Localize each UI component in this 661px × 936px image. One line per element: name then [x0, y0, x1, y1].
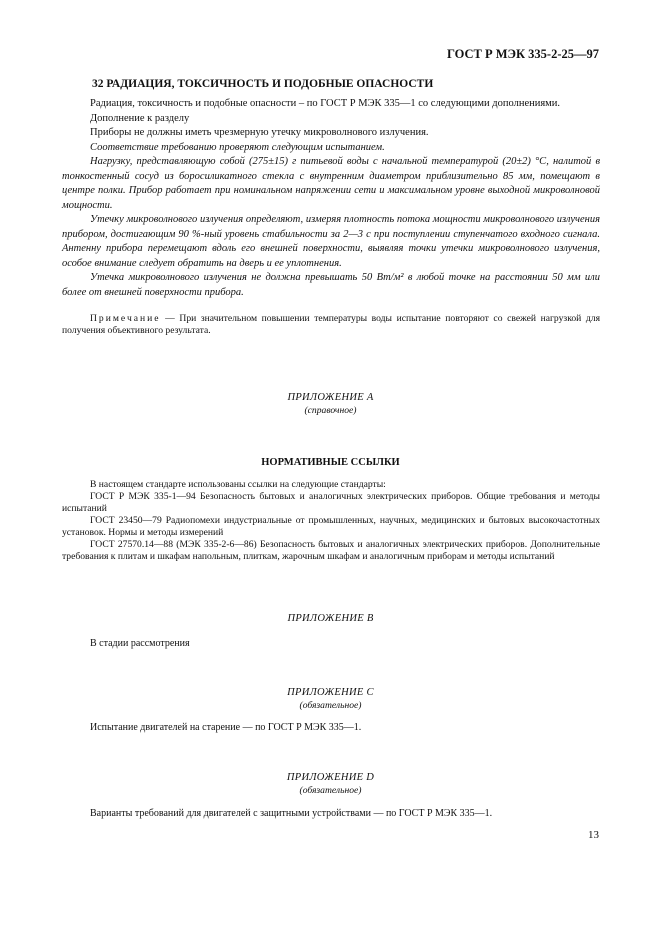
appendix-b-title: ПРИЛОЖЕНИЕ В: [287, 613, 374, 624]
paragraph: Нагрузку, представляющую собой (275±15) г питьевой воды с начальной температурой (20±2) °С, налитой в тонкостенный сосуд из боросиликатного стекла с внутренним диаметром приблизительно 85 мм, помещают в центре полки. Прибор работает при номинальном напряжении сети и максимальном уровне выходной микроволновой мощности.: [62, 156, 600, 211]
appendix-a-title: ПРИЛОЖЕНИЕ А: [287, 392, 374, 403]
note-label: Примечание: [90, 313, 161, 324]
paragraph: Утечка микроволнового излучения не должна превышать 50 Вт/м² в любой точке на расстоянии 50 мм или более от внешней поверхности прибора.: [62, 272, 600, 298]
note: [62, 313, 600, 337]
normative-references-title: НОРМАТИВНЫЕ ССЫЛКИ: [261, 457, 400, 468]
paragraph: Утечку микроволнового излучения определяют, измеряя плотность потока мощности микроволнового излучения прибором, достигающим 90 %-ный уровень стабильности за 2—3 с при поступлении ступенчатого входного сигнала. Антенну прибора перемещают вдоль его внешней поверхности, выявляя точки утечки микроволнового излучения, особое внимание следует обратить на дверь и ее уплотнения.: [62, 214, 600, 269]
appendix-d-title: ПРИЛОЖЕНИЕ D: [286, 772, 375, 783]
document-code-header: ГОСТ Р МЭК 335-2-25—97: [446, 47, 599, 61]
appendix-d-subtitle: (обязательное): [299, 785, 362, 796]
normative-references-body: [62, 479, 600, 563]
reference-item: ГОСТ 27570.14—88 (МЭК 335-2-6—86) Безопасность бытовых и аналогичных электрических приборов. Дополнительные требования к плитам и шкафам напольным, плиткам, жарочным шкафам и аналогичным приборам и методы испытаний: [62, 539, 600, 562]
paragraph: Радиация, токсичность и подобные опасности – по ГОСТ Р МЭК 335—1 со следующими дополнениями.: [90, 98, 561, 109]
paragraph: Соответствие требованию проверяют следующим испытанием.: [90, 141, 385, 153]
section-32-body: [62, 97, 600, 300]
appendix-c-text: Испытание двигателей на старение — по ГОСТ Р МЭК 335—1.: [90, 722, 362, 733]
note-text: — При значительном повышении температуры воды испытание повторяют со свежей нагрузкой для получения объективного результата.: [62, 313, 600, 336]
appendix-c-title: ПРИЛОЖЕНИЕ С: [287, 687, 374, 698]
paragraph: Дополнение к разделу: [90, 112, 190, 124]
paragraph: Приборы не должны иметь чрезмерную утечку микроволнового излучения.: [90, 127, 429, 138]
reference-item: ГОСТ 23450—79 Радиопомехи индустриальные от промышленных, научных, медицинских и бытовых высокочастотных установок. Нормы и методы измерений: [62, 515, 600, 538]
section-32-title: 32 РАДИАЦИЯ, ТОКСИЧНОСТЬ И ПОДОБНЫЕ ОПАСНОСТИ: [92, 78, 434, 90]
reference-item: ГОСТ Р МЭК 335-1—94 Безопасность бытовых и аналогичных электрических приборов. Общие требования и методы испытаний: [62, 491, 600, 514]
appendix-d-text: Варианты требований для двигателей с защитными устройствами — по ГОСТ Р МЭК 335—1.: [90, 808, 493, 819]
appendix-a-subtitle: (справочное): [304, 405, 357, 416]
appendix-c-subtitle: (обязательное): [299, 700, 362, 711]
paragraph: В настоящем стандарте использованы ссылки на следующие стандарты:: [90, 479, 386, 490]
page-number: 13: [588, 829, 599, 841]
appendix-b-text: В стадии рассмотрения: [90, 638, 190, 649]
